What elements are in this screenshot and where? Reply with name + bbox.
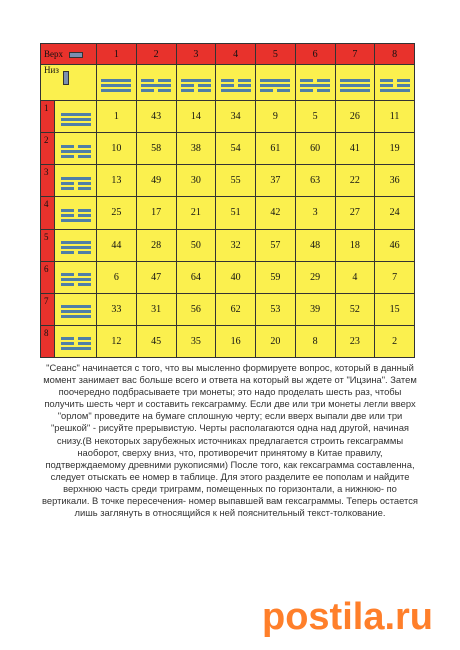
solid-line [101,84,131,87]
table-row [41,325,415,357]
hexagram-number-cell: 45 [136,325,176,357]
solid-line [340,89,370,92]
broken-line [61,155,91,158]
trigram-icon [300,79,330,92]
broken-line [61,187,91,190]
trigram-icon [61,145,91,158]
header-row-trigrams [41,65,415,101]
trigram-icon [61,113,91,126]
solid-line [61,241,91,244]
broken-line [260,89,290,92]
trigram-icon [181,79,211,92]
corner-bottom-label: Низ [44,65,59,75]
lower-trigram-cell [55,101,97,133]
row-number: 5 [41,229,55,261]
table-row [41,293,415,325]
hexagram-number-cell: 35 [176,325,216,357]
broken-line [141,79,171,82]
solid-line [340,84,370,87]
hexagram-number-cell: 64 [176,261,216,293]
trigram-icon [61,209,91,222]
hexagram-number-cell: 49 [136,165,176,197]
hexagram-number-cell: 51 [216,197,256,229]
lower-trigram-cell [55,133,97,165]
hexagram-number-cell: 17 [136,197,176,229]
table-row [41,165,415,197]
hexagram-number-cell: 58 [136,133,176,165]
solid-line [101,89,131,92]
lower-trigram-cell [55,325,97,357]
hexagram-number-cell: 53 [256,293,296,325]
upper-trigram-cell [136,65,176,101]
upper-trigram-cell [97,65,137,101]
solid-line [61,305,91,308]
upper-trigram-cell [216,65,256,101]
row-number: 3 [41,165,55,197]
hexagram-number-cell: 37 [256,165,296,197]
table-row [41,261,415,293]
trigram-icon [61,337,91,350]
broken-line [61,145,91,148]
hexagram-number-cell: 60 [295,133,335,165]
solid-line [141,84,171,87]
broken-line [61,273,91,276]
solid-line [340,79,370,82]
hexagram-number-cell: 34 [216,101,256,133]
solid-line [101,79,131,82]
hexagram-number-cell: 8 [295,325,335,357]
hexagram-number-cell: 5 [295,101,335,133]
hexagram-number-cell: 40 [216,261,256,293]
broken-line [380,84,410,87]
hexagram-number-cell: 54 [216,133,256,165]
hexagram-number-cell: 20 [256,325,296,357]
hexagram-number-cell: 48 [295,229,335,261]
upper-trigram-cell [335,65,375,101]
watermark-text: postila.ru [262,596,434,638]
upper-trigram-cell [176,65,216,101]
hexagram-number-cell: 22 [335,165,375,197]
row-number: 1 [41,101,55,133]
hexagram-number-cell: 11 [375,101,415,133]
hexagram-number-cell: 42 [256,197,296,229]
instructions-paragraph: "Сеанс" начинается с того, что вы мысленно формируете вопрос, который в данный момент занимает вас больше всего и ответа на который вы ждете от "Ицзина". Затем поочередно подбрасываете три монеты; это надо проделать шесть раз, чтобы получить шесть черт и составить гексаграмму. Если две или три монеты легли вверх "орлом" проведите на бумаге сплошную черту; если вверх выпали две или три "решкой" - рисуйте прерывистую. Черты располагаются одна над другой, начиная снизу.(В некоторых зарубежных источниках предлагается строить гексаграммы наоборот, сверху вниз, что, противоречит принятому в Китае правилу, подтверждаемому древними рукописями) После того, как гексаграмма составленна, следует отыскать ее номер в таблице. Для этого разделите ее пополам и найдите верхнюю часть среди триграмм, помещенных по горизонтали, а нижнюю- по вертикали. В точке пересечения- номер выпавшей вам гексаграммы. Теперь остается лишь заглянуть в относящийся к ней пояснительный текст-толкование. [41,362,418,519]
hexagram-number-cell: 23 [335,325,375,357]
broken-line [141,89,171,92]
hexagram-number-cell: 24 [375,197,415,229]
corner-bottom-cell [41,65,97,101]
instructions-text [40,362,420,519]
row-number: 7 [41,293,55,325]
solid-line [181,79,211,82]
hexagram-number-cell: 31 [136,293,176,325]
hexagram-number-cell: 44 [97,229,137,261]
lower-trigram-cell [55,165,97,197]
hexagram-table [40,43,415,358]
solid-line [61,118,91,121]
trigram-icon [221,79,251,92]
hexagram-number-cell: 15 [375,293,415,325]
arrow-down-icon [63,71,69,85]
hexagram-number-cell: 36 [375,165,415,197]
row-number: 4 [41,197,55,229]
hexagram-number-cell: 57 [256,229,296,261]
solid-line [61,315,91,318]
solid-line [61,278,91,281]
upper-trigram-cell [375,65,415,101]
lower-trigram-cell [55,229,97,261]
hexagram-number-cell: 30 [176,165,216,197]
lower-trigram-cell [55,293,97,325]
broken-line [61,209,91,212]
hexagram-number-cell: 47 [136,261,176,293]
hexagram-number-cell: 46 [375,229,415,261]
hexagram-number-cell: 14 [176,101,216,133]
trigram-icon [61,305,91,318]
column-number: 6 [295,44,335,65]
hexagram-number-cell: 7 [375,261,415,293]
broken-line [181,84,211,87]
solid-line [61,113,91,116]
corner-top-label: Верх [44,49,63,59]
hexagram-number-cell: 41 [335,133,375,165]
broken-line [61,283,91,286]
hexagram-number-cell: 21 [176,197,216,229]
solid-line [300,84,330,87]
column-number: 3 [176,44,216,65]
column-number: 7 [335,44,375,65]
trigram-icon [141,79,171,92]
solid-line [221,89,251,92]
trigram-icon [260,79,290,92]
solid-line [61,150,91,153]
solid-line [61,123,91,126]
solid-line [61,219,91,222]
broken-line [181,89,211,92]
lower-trigram-cell [55,261,97,293]
hexagram-number-cell: 19 [375,133,415,165]
solid-line [61,246,91,249]
solid-line [61,347,91,350]
broken-line [61,214,91,217]
watermark [262,596,433,639]
hexagram-number-cell: 61 [256,133,296,165]
hexagram-number-cell: 39 [295,293,335,325]
hexagram-number-cell: 62 [216,293,256,325]
hexagram-number-cell: 1 [97,101,137,133]
column-number: 4 [216,44,256,65]
trigram-icon [380,79,410,92]
hexagram-number-cell: 33 [97,293,137,325]
upper-trigram-cell [256,65,296,101]
hexagram-number-cell: 32 [216,229,256,261]
corner-top-cell [41,44,97,65]
trigram-icon [101,79,131,92]
row-number: 2 [41,133,55,165]
hexagram-number-cell: 25 [97,197,137,229]
solid-line [61,310,91,313]
lower-trigram-cell [55,197,97,229]
hexagram-number-cell: 6 [97,261,137,293]
broken-line [221,79,251,82]
table-row [41,133,415,165]
column-number: 1 [97,44,137,65]
table-row [41,101,415,133]
hexagram-number-cell: 4 [335,261,375,293]
hexagram-number-cell: 27 [335,197,375,229]
hexagram-number-cell: 50 [176,229,216,261]
broken-line [61,251,91,254]
hexagram-number-cell: 3 [295,197,335,229]
broken-line [221,84,251,87]
broken-line [380,79,410,82]
header-row-top [41,44,415,65]
solid-line [380,89,410,92]
broken-line [300,79,330,82]
hexagram-number-cell: 12 [97,325,137,357]
hexagram-number-cell: 29 [295,261,335,293]
hexagram-number-cell: 2 [375,325,415,357]
broken-line [61,342,91,345]
hexagram-number-cell: 55 [216,165,256,197]
table-row [41,229,415,261]
column-number: 2 [136,44,176,65]
upper-trigram-cell [295,65,335,101]
broken-line [61,337,91,340]
trigram-icon [61,177,91,190]
hexagram-number-cell: 38 [176,133,216,165]
hexagram-number-cell: 26 [335,101,375,133]
trigram-icon [340,79,370,92]
arrow-right-icon [69,52,83,58]
hexagram-number-cell: 18 [335,229,375,261]
hexagram-number-cell: 28 [136,229,176,261]
solid-line [61,177,91,180]
column-number: 8 [375,44,415,65]
column-number: 5 [256,44,296,65]
hexagram-number-cell: 43 [136,101,176,133]
hexagram-number-cell: 63 [295,165,335,197]
hexagram-number-cell: 10 [97,133,137,165]
solid-line [260,84,290,87]
broken-line [61,182,91,185]
table-row [41,197,415,229]
trigram-icon [61,241,91,254]
broken-line [300,89,330,92]
row-number: 6 [41,261,55,293]
hexagram-number-cell: 56 [176,293,216,325]
hexagram-number-cell: 13 [97,165,137,197]
row-number: 8 [41,325,55,357]
hexagram-number-cell: 52 [335,293,375,325]
trigram-icon [61,273,91,286]
hexagram-number-cell: 9 [256,101,296,133]
solid-line [260,79,290,82]
hexagram-number-cell: 59 [256,261,296,293]
hexagram-number-cell: 16 [216,325,256,357]
